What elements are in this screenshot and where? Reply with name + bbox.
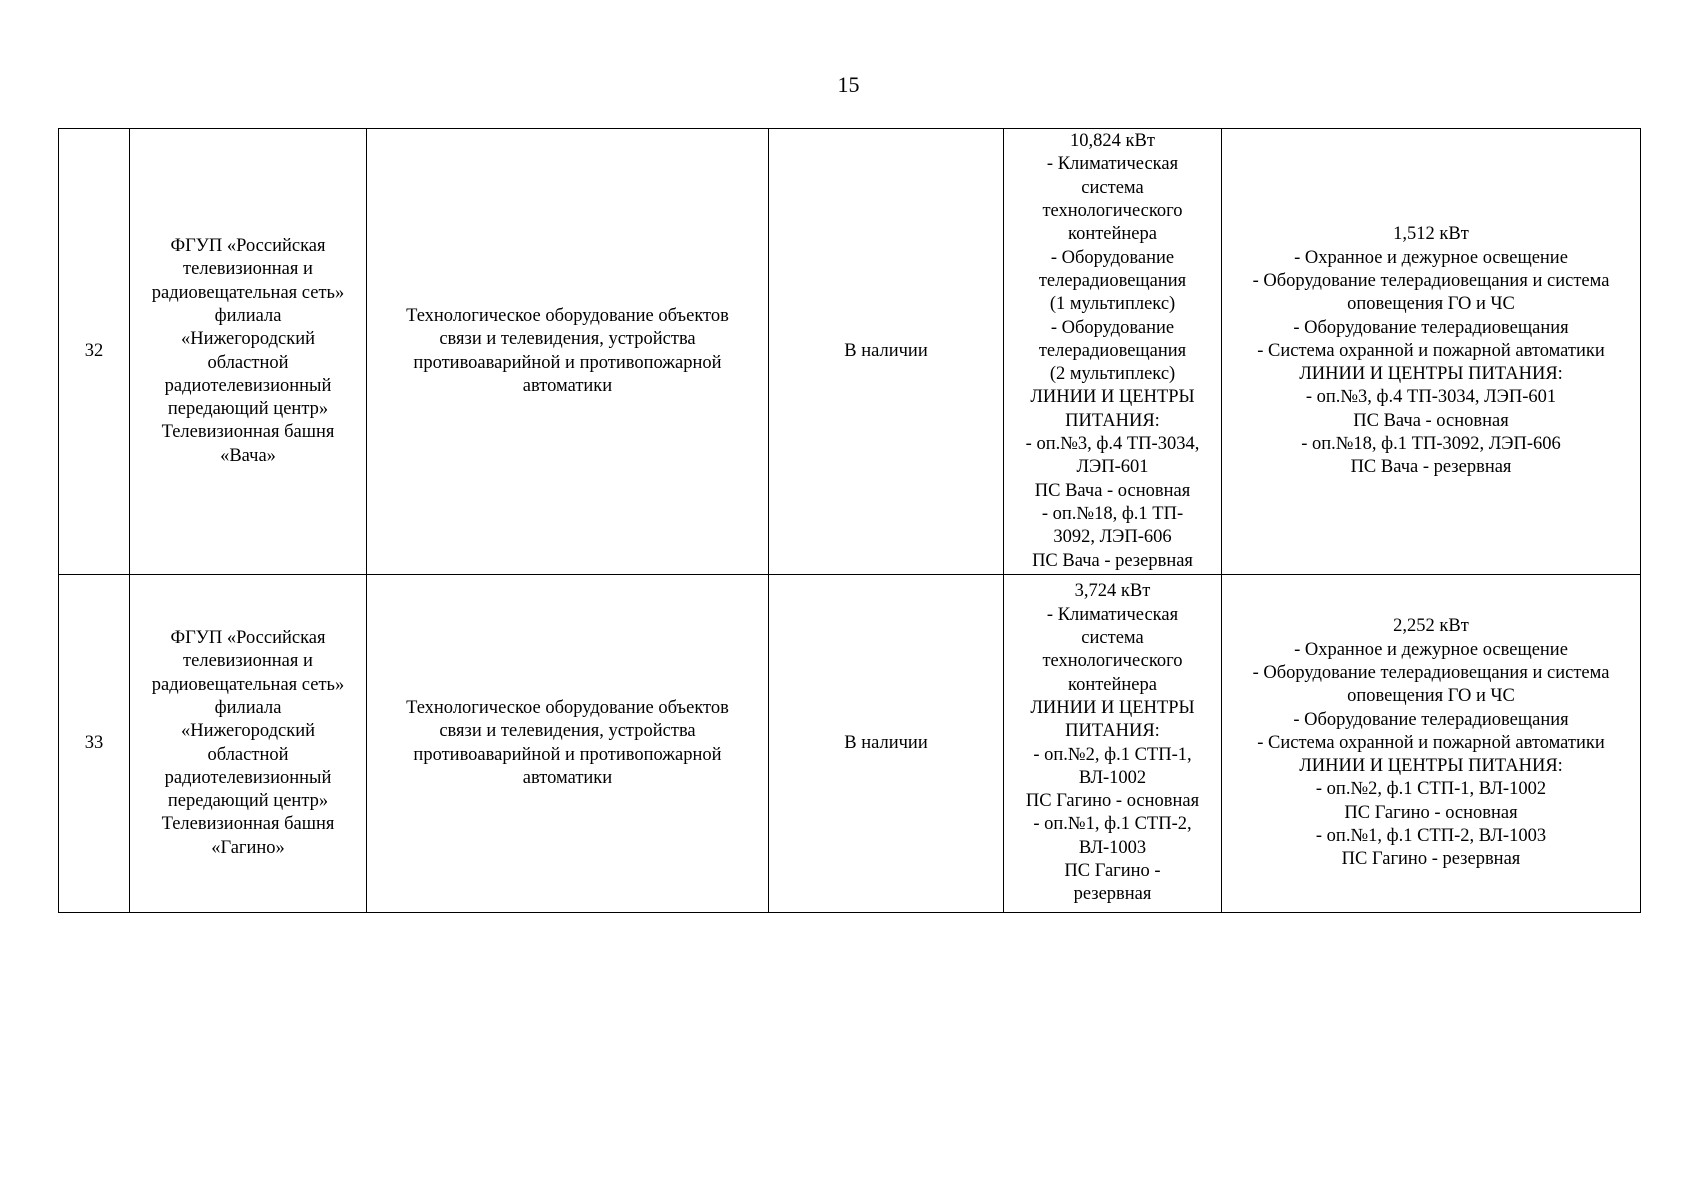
load-b-line: оповещения ГО и ЧС bbox=[1347, 294, 1515, 315]
organization-line: радиотелевизионный bbox=[164, 375, 332, 396]
load-a-line: ПИТАНИЯ: bbox=[1065, 721, 1160, 742]
organization-line: областной bbox=[207, 352, 289, 373]
load-a-line: ЛИНИИ И ЦЕНТРЫ bbox=[1030, 387, 1195, 408]
organization-line: радиовещательная сеть» bbox=[151, 282, 345, 303]
load-a-line: ВЛ-1003 bbox=[1078, 837, 1147, 858]
equipment-line: автоматики bbox=[522, 375, 613, 396]
load-b-line: оповещения ГО и ЧС bbox=[1347, 686, 1515, 707]
load-a-line: телерадиовещания bbox=[1038, 340, 1187, 361]
load-a-line: ПС Вача - основная bbox=[1034, 480, 1191, 501]
load-b-line: - Оборудование телерадиовещания bbox=[1293, 317, 1569, 338]
load-b-line: ЛИНИИ И ЦЕНТРЫ ПИТАНИЯ: bbox=[1299, 364, 1563, 385]
load-b-line: - оп.№2, ф.1 СТП-1, ВЛ-1002 bbox=[1315, 779, 1547, 800]
load-b-line: ПС Гагино - основная bbox=[1344, 802, 1518, 823]
load-a-line: (2 мультиплекс) bbox=[1049, 364, 1176, 385]
load-a-line: - Оборудование bbox=[1050, 247, 1175, 268]
load-b-line: - Охранное и дежурное освещение bbox=[1294, 247, 1568, 268]
load-b-cell bbox=[1222, 575, 1641, 913]
load-b-cell bbox=[1222, 129, 1641, 575]
organization-line: филиала bbox=[214, 305, 282, 326]
organization-line: телевизионная и bbox=[183, 259, 313, 280]
load-a-line: 3,724 кВт bbox=[1074, 581, 1151, 602]
load-a-line: резервная bbox=[1073, 884, 1152, 905]
load-a-line: ЛИНИИ И ЦЕНТРЫ bbox=[1030, 697, 1195, 718]
organization-line: ФГУП «Российская bbox=[170, 628, 326, 649]
page-number: 15 bbox=[837, 72, 860, 97]
equipment-line: автоматики bbox=[522, 767, 613, 788]
load-a-line: (1 мультиплекс) bbox=[1049, 294, 1176, 315]
row-number-cell bbox=[59, 129, 130, 575]
organization-line: радиовещательная сеть» bbox=[151, 674, 345, 695]
equipment-line: связи и телевидения, устройства bbox=[439, 329, 696, 350]
row-number: 32 bbox=[84, 340, 104, 361]
load-b-line: ПС Вача - основная bbox=[1353, 410, 1509, 431]
load-b-line: - оп.№18, ф.1 ТП-3092, ЛЭП-606 bbox=[1301, 434, 1561, 455]
load-a-line: ПИТАНИЯ: bbox=[1065, 410, 1160, 431]
status-cell bbox=[769, 129, 1004, 575]
organization-line: ФГУП «Российская bbox=[170, 236, 326, 257]
load-b-line: 2,252 кВт bbox=[1393, 616, 1469, 637]
load-a-line: - оп.№3, ф.4 ТП-3034, bbox=[1025, 434, 1200, 455]
load-b-line: - оп.№3, ф.4 ТП-3034, ЛЭП-601 bbox=[1305, 387, 1557, 408]
organization-line: «Нижегородский bbox=[180, 329, 316, 350]
organization-line: передающий центр» bbox=[167, 791, 329, 812]
table-row bbox=[59, 575, 1641, 913]
load-a-line: система bbox=[1081, 177, 1144, 198]
load-b-line: - Оборудование телерадиовещания и система bbox=[1252, 270, 1610, 291]
load-a-line: - оп.№18, ф.1 ТП- bbox=[1041, 503, 1184, 524]
equipment-line: противоаварийной и противопожарной bbox=[413, 744, 722, 765]
equipment-line: противоаварийной и противопожарной bbox=[413, 352, 722, 373]
load-b-line: - оп.№1, ф.1 СТП-2, ВЛ-1003 bbox=[1315, 826, 1547, 847]
load-a-line: ЛЭП-601 bbox=[1076, 457, 1149, 478]
load-a-line: технологического bbox=[1042, 201, 1183, 222]
status-text: В наличии bbox=[844, 340, 928, 361]
equipment-cell bbox=[367, 575, 769, 913]
load-a-cell bbox=[1004, 575, 1222, 913]
load-b-line: - Система охранной и пожарной автоматики bbox=[1257, 340, 1605, 361]
load-b-line: - Охранное и дежурное освещение bbox=[1294, 639, 1568, 660]
equipment-line: Технологическое оборудование объектов bbox=[406, 305, 729, 326]
load-a-line: ПС Гагино - bbox=[1064, 860, 1161, 881]
equipment-cell bbox=[367, 129, 769, 575]
load-a-line: - оп.№1, ф.1 СТП-2, bbox=[1033, 814, 1192, 835]
load-a-line: ВЛ-1002 bbox=[1078, 767, 1147, 788]
equipment-line: Технологическое оборудование объектов bbox=[406, 697, 729, 718]
load-a-line: - Оборудование bbox=[1050, 317, 1175, 338]
organization-line: Телевизионная башня bbox=[161, 422, 335, 443]
load-a-line: ПС Гагино - основная bbox=[1025, 791, 1200, 812]
organization-line: радиотелевизионный bbox=[164, 767, 332, 788]
load-a-line: 10,824 кВт bbox=[1070, 131, 1155, 152]
load-a-line: - оп.№2, ф.1 СТП-1, bbox=[1033, 744, 1192, 765]
organization-line: передающий центр» bbox=[167, 399, 329, 420]
load-a-line: контейнера bbox=[1068, 674, 1157, 695]
load-a-cell bbox=[1004, 129, 1222, 575]
load-b-line: - Оборудование телерадиовещания bbox=[1293, 709, 1569, 730]
status-text: В наличии bbox=[844, 732, 928, 753]
organization-line: Телевизионная башня bbox=[161, 814, 335, 835]
load-b-line: ПС Вача - резервная bbox=[1350, 457, 1512, 478]
organization-line: областной bbox=[207, 744, 289, 765]
organization-line: филиала bbox=[214, 697, 282, 718]
load-a-line: ПС Вача - резервная bbox=[1032, 550, 1193, 571]
load-a-line: система bbox=[1081, 628, 1144, 649]
load-a-line: телерадиовещания bbox=[1038, 270, 1187, 291]
load-a-line: технологического bbox=[1042, 651, 1183, 672]
organization-cell bbox=[130, 129, 367, 575]
organization-cell bbox=[130, 575, 367, 913]
organization-line: «Гагино» bbox=[211, 837, 285, 858]
row-number: 33 bbox=[84, 732, 104, 753]
load-b-line: ЛИНИИ И ЦЕНТРЫ ПИТАНИЯ: bbox=[1299, 756, 1563, 777]
load-a-line: - Климатическая bbox=[1046, 604, 1179, 625]
load-a-line: - Климатическая bbox=[1046, 154, 1179, 175]
organization-line: «Вача» bbox=[220, 445, 276, 466]
load-b-line: ПС Гагино - резервная bbox=[1341, 849, 1521, 870]
row-number-cell bbox=[59, 575, 130, 913]
load-b-line: - Оборудование телерадиовещания и система bbox=[1252, 662, 1610, 683]
load-b-line: - Система охранной и пожарной автоматики bbox=[1257, 732, 1605, 753]
status-cell bbox=[769, 575, 1004, 913]
table-row bbox=[59, 129, 1641, 575]
load-a-line: контейнера bbox=[1068, 224, 1157, 245]
load-a-line: 3092, ЛЭП-606 bbox=[1053, 527, 1172, 548]
organization-line: телевизионная и bbox=[183, 651, 313, 672]
load-b-line: 1,512 кВт bbox=[1393, 224, 1469, 245]
equipment-line: связи и телевидения, устройства bbox=[439, 721, 696, 742]
organization-line: «Нижегородский bbox=[180, 721, 316, 742]
registry-table bbox=[58, 128, 1641, 913]
